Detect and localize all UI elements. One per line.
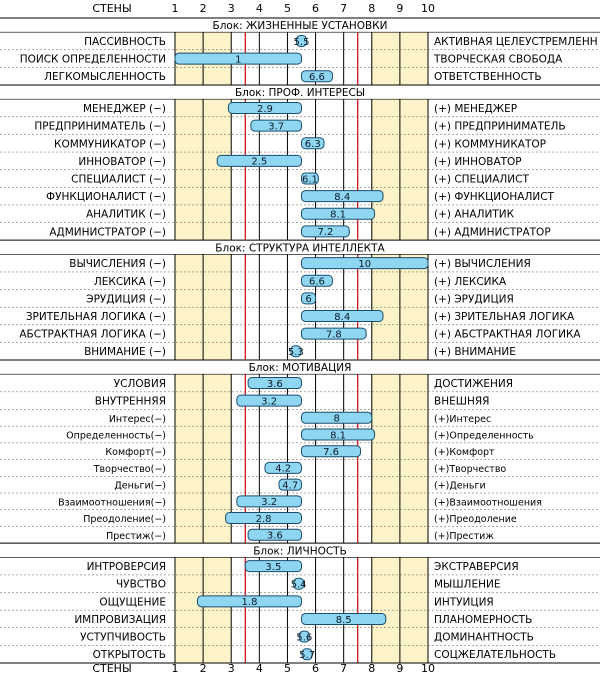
bar-value-label: 5.7 (299, 649, 316, 661)
row-label-left: УСТУПЧИВОСТЬ (80, 631, 166, 644)
bar-value-label: 8.4 (334, 311, 351, 323)
bar-value-label: 3.2 (261, 396, 278, 408)
row-label-left: АНАЛИТИК (−) (85, 208, 166, 221)
block-title: Блок: ПРОФ. ИНТЕРЕСЫ (234, 87, 366, 100)
bar-value-label: 3.7 (268, 121, 285, 133)
row-label-right: ЭКСТРАВЕРСИЯ (434, 561, 519, 574)
bar-value-label: 1.8 (241, 597, 258, 609)
tick-bottom-4: 4 (255, 662, 263, 675)
row-label-right: (+) КОММУНИКАТОР (434, 138, 546, 151)
tick-top-7: 7 (340, 2, 348, 15)
tick-bottom-5: 5 (283, 662, 291, 675)
row-label-right: МЫШЛЕНИЕ (434, 578, 501, 591)
row-label-right: (+) ЭРУДИЦИЯ (434, 293, 514, 306)
row-label-right: (+)Определенность (434, 430, 534, 442)
row-label-right: АКТИВНАЯ ЦЕЛЕУСТРЕМЛЕНН (434, 35, 598, 48)
axis-title-top: СТЕНЫ (92, 2, 132, 15)
row-label-right: (+) МЕНЕДЖЕР (434, 103, 518, 116)
row-label-right: (+)Деньги (434, 480, 486, 492)
row-label-left: ЛЕГКОМЫСЛЕННОСТЬ (44, 71, 166, 84)
tick-top-4: 4 (255, 2, 263, 15)
row-label-right: (+) АДМИНИСТРАТОР (434, 226, 551, 239)
block-title: Блок: МОТИВАЦИЯ (248, 362, 352, 375)
bar-value-label: 8.1 (330, 209, 346, 221)
row-label-right: ТВОРЧЕСКАЯ СВОБОДА (434, 53, 563, 66)
row-label-left: АБСТРАКТНАЯ ЛОГИКА (−) (19, 328, 166, 341)
row-label-left: ИННОВАТОР (−) (78, 155, 166, 168)
row-label-left: Деньги(−) (114, 480, 166, 492)
row-label-left: СПЕЦИАЛИСТ (−) (71, 173, 166, 186)
bar-value-label: 10 (358, 258, 372, 270)
row-label-right: (+)Интерес (434, 413, 492, 425)
row-label-left: Престиж(−) (106, 530, 166, 542)
row-label-right: (+)Взаимоотношения (434, 497, 542, 509)
row-label-right: ДОСТИЖЕНИЯ (434, 378, 514, 391)
bar-value-label: 3.6 (266, 530, 283, 542)
row-label-left: ЛЕКСИКА (−) (93, 275, 166, 288)
row-label-left: ПРЕДПРИНИМАТЕЛЬ (−) (34, 120, 166, 133)
bar-value-label: 8.5 (335, 614, 352, 626)
bar-value-label: 3.5 (265, 561, 282, 573)
tick-bottom-7: 7 (340, 662, 348, 675)
block-title: Блок: ЛИЧНОСТЬ (253, 545, 347, 558)
row-label-left: ПОИСК ОПРЕДЕЛЕННОСТИ (19, 53, 166, 66)
row-label-left: Преодоление(−) (83, 514, 166, 526)
row-label-right: (+) ПРЕДПРИНИМАТЕЛЬ (434, 120, 566, 133)
row-label-left: Творчество(−) (93, 463, 166, 475)
bar-value-label: 1 (235, 54, 242, 66)
bar-value-label: 6 (305, 294, 312, 306)
row-label-right: (+)Творчество (434, 463, 507, 475)
tick-top-9: 9 (396, 2, 404, 15)
bar-value-label: 3.2 (261, 497, 278, 509)
row-label-right: (+)Комфорт (434, 447, 495, 459)
tick-top-5: 5 (283, 2, 291, 15)
row-label-left: ИМПРОВИЗАЦИЯ (74, 613, 166, 626)
tick-bottom-2: 2 (199, 662, 207, 675)
tick-bottom-10: 10 (421, 662, 435, 675)
row-label-right: ИНТУИЦИЯ (434, 596, 494, 609)
bar-value-label: 7.2 (317, 227, 334, 239)
row-label-left: Взаимоотношения(−) (58, 497, 166, 509)
row-label-left: ВНУТРЕННЯЯ (94, 395, 166, 408)
row-label-right: (+) АНАЛИТИК (434, 208, 515, 221)
bar-value-label: 2.8 (255, 513, 272, 525)
tick-bottom-9: 9 (396, 662, 404, 675)
row-label-left: ИНТРОВЕРСИЯ (86, 561, 166, 574)
axis-title-bottom: СТЕНЫ (92, 662, 132, 675)
tick-top-8: 8 (368, 2, 376, 15)
tick-bottom-6: 6 (312, 662, 320, 675)
block-title: Блок: СТРУКТУРА ИНТЕЛЛЕКТА (215, 242, 385, 255)
row-label-left: МЕНЕДЖЕР (−) (82, 103, 166, 116)
row-label-left: ВЫЧИСЛЕНИЯ (−) (69, 258, 166, 271)
row-label-right: (+) ИННОВАТОР (434, 155, 522, 168)
bar-value-label: 7.8 (325, 329, 342, 341)
bar-value-label: 6.6 (309, 276, 325, 288)
bar-value-label: 6.3 (304, 139, 321, 151)
row-label-right: ДОМИНАНТНОСТЬ (434, 631, 534, 644)
bar-value-label: 3.6 (266, 378, 283, 390)
row-label-right: ПЛАНОМЕРНОСТЬ (434, 613, 533, 626)
bar-value-label: 8 (333, 413, 340, 425)
bar-value-label: 4.7 (282, 480, 299, 492)
row-label-right: (+)Престиж (434, 530, 494, 542)
row-label-left: Определенность(−) (66, 430, 166, 442)
bar-value-label: 2.5 (251, 156, 268, 168)
row-label-left: Комфорт(−) (105, 447, 166, 459)
row-label-right: (+) ЛЕКСИКА (434, 275, 507, 288)
row-label-left: ПАССИВНОСТЬ (84, 35, 166, 48)
tick-top-3: 3 (227, 2, 235, 15)
tick-bottom-3: 3 (227, 662, 235, 675)
bar-value-label: 5.3 (287, 347, 304, 359)
bar-value-label: 6.6 (309, 72, 325, 84)
row-label-left: КОММУНИКАТОР (−) (54, 138, 166, 151)
tick-top-6: 6 (312, 2, 320, 15)
bar-value-label: 5.4 (290, 579, 307, 591)
row-label-right: (+) ФУНКЦИОНАЛИСТ (434, 191, 554, 204)
bar-value-label: 5.6 (296, 632, 313, 644)
tick-top-2: 2 (199, 2, 207, 15)
row-label-right: (+) СПЕЦИАЛИСТ (434, 173, 529, 186)
row-label-right: ОТВЕТСТВЕННОСТЬ (434, 71, 542, 84)
row-label-left: ВНИМАНИЕ (−) (84, 346, 166, 359)
tick-bottom-8: 8 (368, 662, 376, 675)
row-label-left: ФУНКЦИОНАЛИСТ (−) (46, 191, 166, 204)
row-label-right: СОЦЖЕЛАТЕЛЬНОСТЬ (434, 649, 557, 662)
row-label-right: (+) ВЫЧИСЛЕНИЯ (434, 258, 531, 271)
bar-value-label: 8.1 (330, 430, 346, 442)
row-label-left: УСЛОВИЯ (113, 378, 166, 391)
bar-value-label: 6.1 (301, 174, 318, 186)
row-label-right: (+) ВНИМАНИЕ (434, 346, 516, 359)
row-label-right: (+) АБСТРАКТНАЯ ЛОГИКА (434, 328, 581, 341)
bar-value-label: 2.9 (257, 103, 273, 115)
tick-top-10: 10 (421, 2, 435, 15)
row-label-left: ОТКРЫТОСТЬ (92, 649, 166, 662)
bar-value-label: 7.6 (323, 447, 339, 459)
row-label-left: ЭРУДИЦИЯ (−) (86, 293, 166, 306)
row-label-right: (+) ЗРИТЕЛЬНАЯ ЛОГИКА (434, 310, 575, 323)
row-label-left: Интерес(−) (108, 413, 166, 425)
tick-bottom-1: 1 (171, 662, 179, 675)
row-label-left: АДМИНИСТРАТОР (−) (49, 226, 166, 239)
tick-top-1: 1 (171, 2, 179, 15)
block-title: Блок: ЖИЗНЕННЫЕ УСТАНОВКИ (212, 20, 388, 33)
row-label-left: ЧУВСТВО (115, 578, 166, 591)
row-label-right: ВНЕШНЯЯ (434, 395, 490, 408)
bar-value-label: 8.4 (334, 191, 351, 203)
bar-value-label: 4.2 (275, 463, 292, 475)
row-label-left: ЗРИТЕЛЬНАЯ ЛОГИКА (−) (25, 310, 166, 323)
row-label-left: ОЩУЩЕНИЕ (99, 596, 166, 609)
row-label-right: (+)Преодоление (434, 514, 517, 526)
bar-value-label: 5.5 (293, 36, 310, 48)
